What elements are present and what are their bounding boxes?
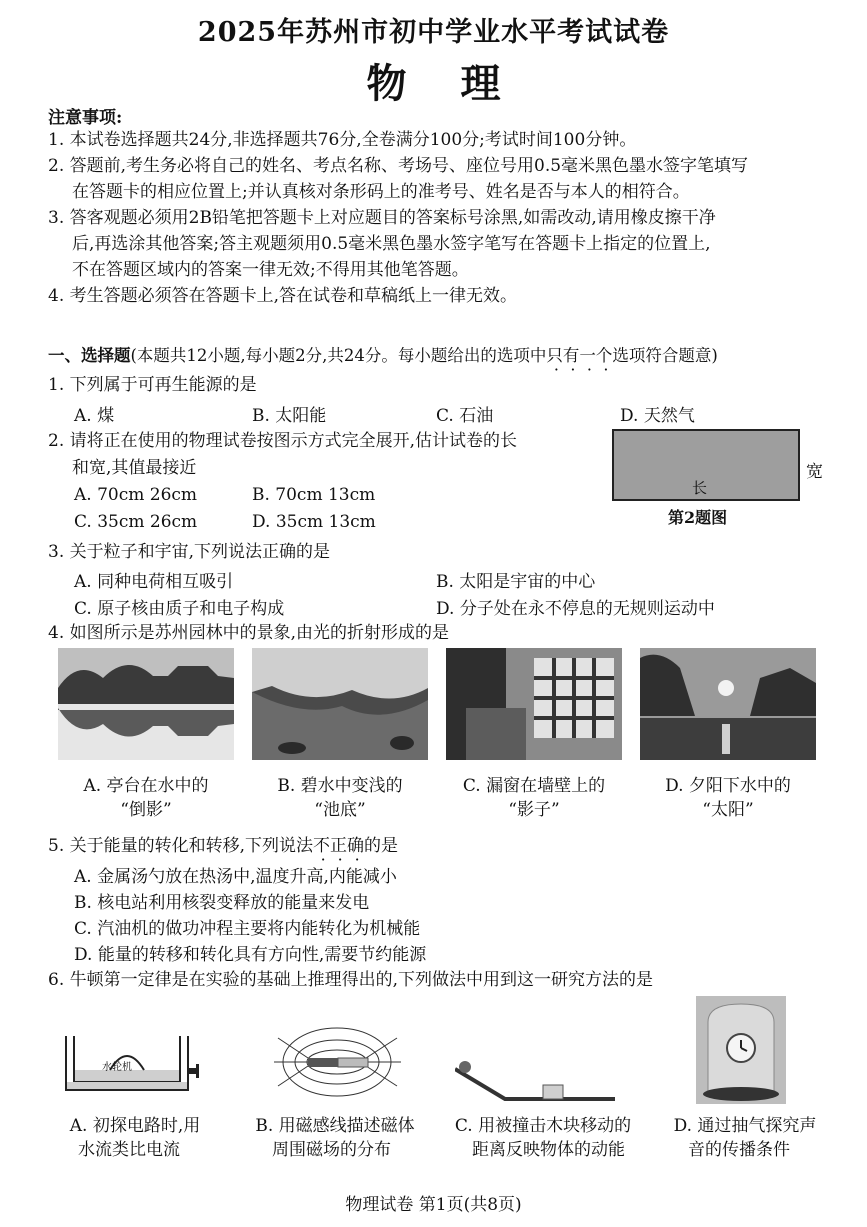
q5-stem-post: 的是 [364, 836, 399, 856]
q2-stem-2: 和宽,其值最接近 [72, 458, 197, 478]
q4-option-c [446, 774, 622, 822]
subject-title: 物 理 [366, 60, 501, 107]
notice-line-1: 1. 本试卷选择题共24分,非选择题共76分,全卷满分100分;考试时间100分钟。 [48, 130, 637, 150]
notice-line-6: 不在答题区域内的答案一律无效;不得用其他笔答题。 [72, 260, 469, 280]
q2-fig-long-label: 长 [692, 479, 708, 497]
q2-option-a: A. 70cm 26cm [74, 485, 198, 505]
q5-option-c: C. 汽油机的做功冲程主要将内能转化为机械能 [74, 919, 421, 939]
q4-stem: 4. 如图所示是苏州园林中的景象,由光的折射形成的是 [48, 623, 450, 643]
q1-option-a: A. 煤 [74, 406, 115, 426]
q5-stem [48, 833, 398, 859]
emphasis-char: 一 [579, 346, 596, 365]
q2-option-d: D. 35cm 13cm [252, 512, 376, 532]
page-footer: 物理试卷 第1页(共8页) [345, 1195, 522, 1215]
q4-option-c-line1: C. 漏窗在墙壁上的 [462, 776, 606, 796]
q6-fig-bell-jar [696, 996, 786, 1104]
emphasis-char: 有 [562, 346, 580, 365]
q4-option-d [640, 774, 816, 822]
q5-stem-emph [313, 836, 364, 856]
notice-heading: 注意事项: [48, 108, 123, 128]
exam-title: 2025年苏州市初中学业水平考试试卷 [197, 17, 670, 48]
q4-photo-window [446, 648, 622, 760]
q4-option-a [58, 774, 234, 822]
q6-option-d-line2: 音的传播条件 [688, 1140, 790, 1160]
notice-line-3: 在答题卡的相应位置上;并认真核对条形码上的准考号、姓名是否与本人的相符合。 [72, 182, 690, 202]
q6-option-a-line2: 水流类比电流 [78, 1140, 180, 1160]
q3-option-d: D. 分子处在永不停息的无规则运动中 [436, 599, 715, 619]
q6-fig-magnet-field [270, 1018, 405, 1106]
q6-option-c-line1: C. 用被撞击木块移动的 [454, 1116, 632, 1136]
emphasis-char: 只 [546, 346, 563, 365]
q2-option-b: B. 70cm 13cm [252, 485, 376, 505]
q6-fig-water-wheel-label: 水轮机 [102, 1062, 132, 1073]
q4-option-c-line2: “影子” [508, 800, 560, 820]
section-heading-rest: (本题共12小题,每小题2分,共24分。每小题给出的选项中 [130, 346, 547, 365]
q1-stem: 1. 下列属于可再生能源的是 [48, 375, 257, 395]
q4-option-b-line2: “池底” [314, 800, 366, 820]
q4-option-d-line2: “太阳” [702, 800, 754, 820]
q5-stem-pre: 5. 关于能量的转化和转移,下列说法 [48, 836, 314, 856]
q5-option-d: D. 能量的转移和转化具有方向性,需要节约能源 [74, 945, 427, 965]
emphasis-char: 不 [313, 836, 331, 856]
section-heading-emph [546, 346, 612, 365]
notice-line-5: 后,再选涂其他答案;答主观题须用0.5毫米黑色墨水签字笔写在答题卡上指定的位置上, [72, 234, 711, 254]
notice-line-4: 3. 答客观题必须用2B铅笔把答题卡上对应题目的答案标号涂黑,如需改动,请用橡皮擦干净 [48, 208, 716, 228]
q3-option-a: A. 同种电荷相互吸引 [74, 572, 234, 592]
q4-option-b-line1: B. 碧水中变浅的 [277, 776, 403, 796]
q5-option-b: B. 核电站利用核裂变释放的能量来发电 [74, 893, 370, 913]
notice-line-2: 2. 答题前,考生务必将自己的姓名、考点名称、考场号、座位号用0.5毫米黑色墨水签字笔填写 [48, 156, 749, 176]
q6-stem: 6. 牛顿第一定律是在实验的基础上推理得出的,下列做法中用到这一研究方法的是 [48, 970, 654, 990]
q2-fig-caption: 第2题图 [668, 508, 728, 527]
q3-option-b: B. 太阳是宇宙的中心 [436, 572, 596, 592]
q3-option-c: C. 原子核由质子和电子构成 [74, 599, 285, 619]
q6-option-c-line2: 距离反映物体的动能 [472, 1140, 625, 1160]
q6-option-b [240, 1114, 430, 1162]
q6-fig-incline [455, 1055, 615, 1109]
q1-option-d: D. 天然气 [620, 406, 695, 426]
q1-option-b: B. 太阳能 [252, 406, 327, 426]
q4-photo-pond [252, 648, 428, 760]
q6-option-a [50, 1114, 220, 1162]
q6-option-b-line2: 周围磁场的分布 [272, 1140, 391, 1160]
q6-option-d-line1: D. 通过抽气探究声 [673, 1116, 817, 1136]
q4-option-a-line2: “倒影” [120, 800, 172, 820]
q6-option-b-line1: B. 用磁感线描述磁体 [255, 1116, 415, 1136]
q2-fig-wide-label: 宽 [806, 462, 823, 482]
q4-option-d-line1: D. 夕阳下水中的 [665, 776, 791, 796]
q6-fig-water-wheel [60, 1030, 210, 1102]
q6-option-c [438, 1114, 648, 1162]
q5-option-a: A. 金属汤勺放在热汤中,温度升高,内能减小 [74, 867, 397, 887]
section-heading-tail: 选项符合题意) [612, 346, 718, 365]
q4-option-b [252, 774, 428, 822]
q4-photo-sunset [640, 648, 816, 760]
q4-photo-pavilion [58, 648, 234, 760]
q6-option-d [660, 1114, 830, 1162]
emphasis-char: 确 [347, 836, 365, 856]
q1-option-c: C. 石油 [436, 406, 494, 426]
q2-option-c: C. 35cm 26cm [74, 512, 198, 532]
q6-option-a-line1: A. 初探电路时,用 [69, 1116, 201, 1136]
q3-stem: 3. 关于粒子和宇宙,下列说法正确的是 [48, 542, 331, 562]
q4-option-a-line1: A. 亭台在水中的 [83, 776, 209, 796]
emphasis-char: 个 [595, 346, 613, 365]
q2-stem-1: 2. 请将正在使用的物理试卷按图示方式完全展开,估计试卷的长 [48, 431, 518, 451]
section-heading-bold: 一、选择题 [48, 346, 131, 365]
emphasis-char: 正 [330, 836, 348, 856]
notice-line-7: 4. 考生答题必须答在答题卡上,答在试卷和草稿纸上一律无效。 [48, 286, 518, 306]
section-heading [48, 343, 718, 369]
